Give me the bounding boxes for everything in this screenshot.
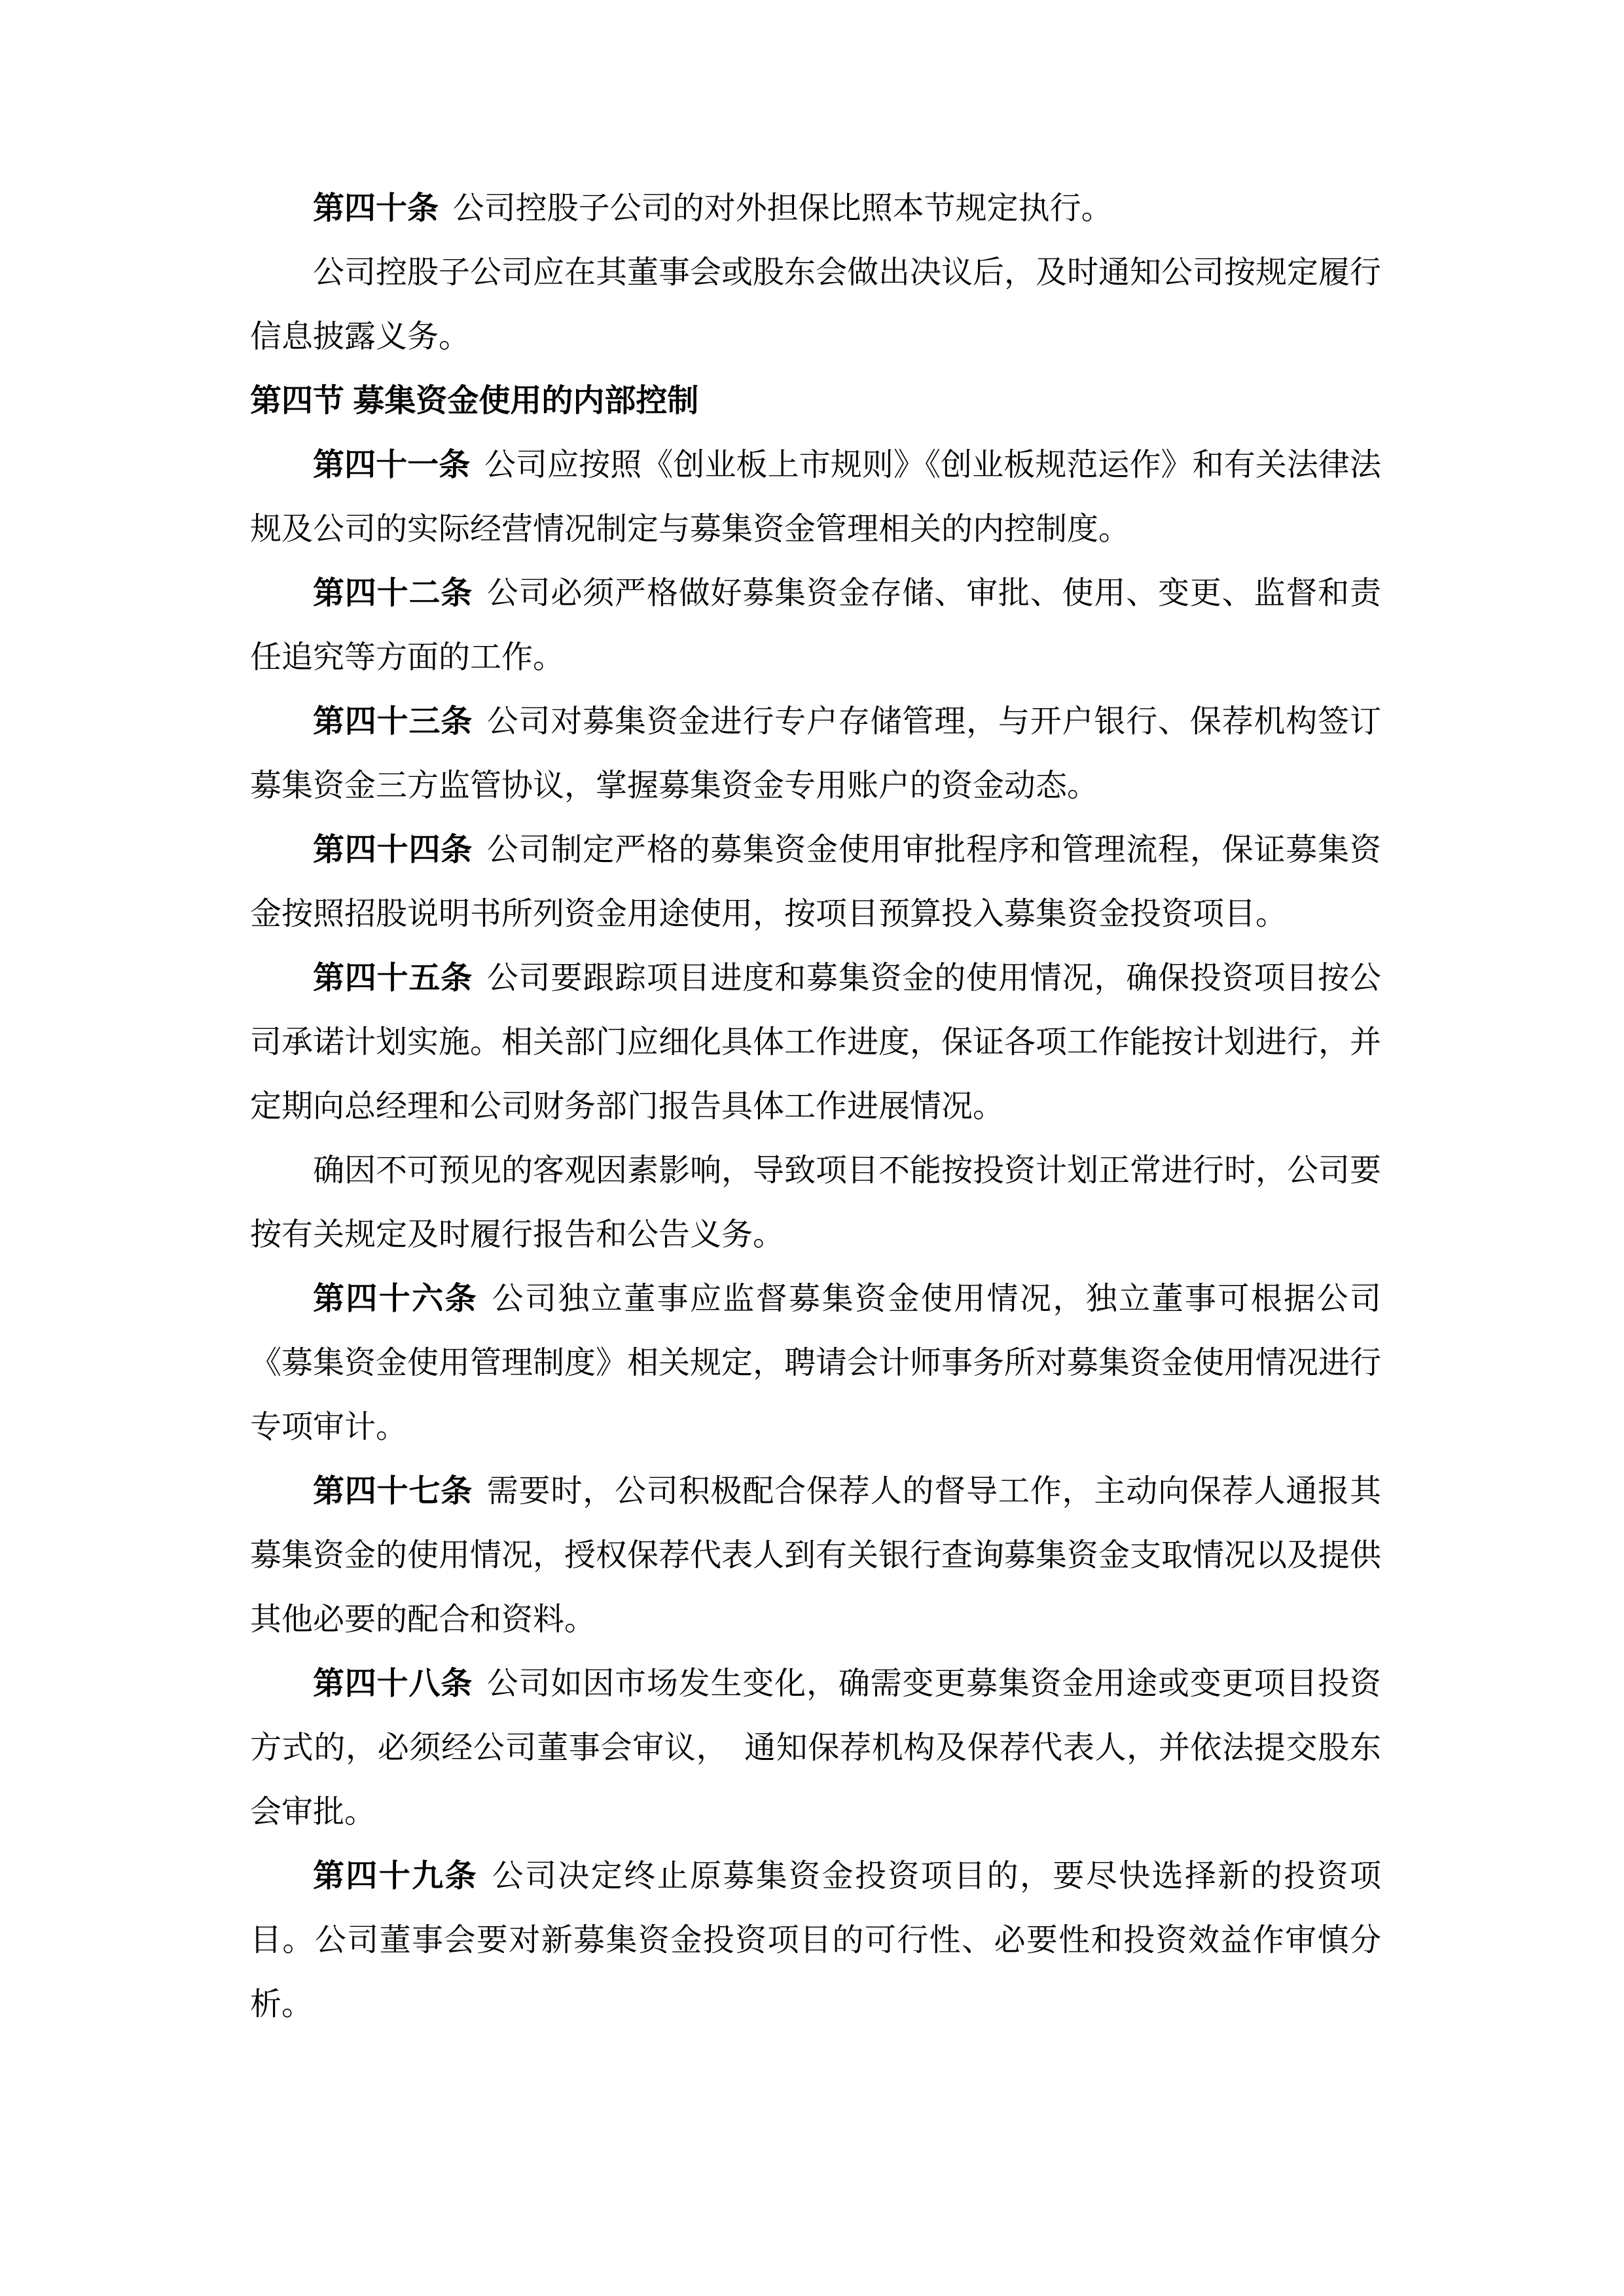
article-number-label: 第四十七条 bbox=[313, 1474, 473, 1509]
article-paragraph bbox=[250, 818, 1381, 946]
paragraph-text: 公司制定严格的募集资金使用审批程序和管理流程，保证募集资金按照招股说明书所列资金用途使用，按项目预算投入募集资金投资项目。 bbox=[250, 833, 1381, 931]
paragraph-text: 公司要跟踪项目进度和募集资金的使用情况，确保投资项目按公司承诺计划实施。相关部门应细化具体工作进度，保证各项工作能按计划进行，并定期向总经理和公司财务部门报告具体工作进展情况。 bbox=[250, 961, 1382, 1124]
article-number-label: 第四十八条 bbox=[313, 1666, 473, 1701]
article-paragraph bbox=[250, 1267, 1381, 1460]
paragraph-text: 确因不可预见的客观因素影响，导致项目不能按投资计划正常进行时，公司要按有关规定及时履行报告和公告义务。 bbox=[250, 1153, 1382, 1252]
article-number-label: 第四十二条 bbox=[313, 576, 473, 611]
article-paragraph bbox=[250, 690, 1381, 818]
article-paragraph bbox=[250, 433, 1381, 562]
section-heading-text: 第四节 募集资金使用的内部控制 bbox=[250, 384, 699, 418]
article-number-label: 第四十九条 bbox=[313, 1859, 478, 1893]
article-number-label: 第四十条 bbox=[313, 191, 439, 226]
article-number-label: 第四十四条 bbox=[313, 833, 473, 867]
article-number-label: 第四十一条 bbox=[313, 448, 471, 482]
paragraph-text: 公司独立董事应监督募集资金使用情况，独立董事可根据公司《募集资金使用管理制度》相关规定，聘请会计师事务所对募集资金使用情况进行专项审计。 bbox=[250, 1282, 1382, 1444]
paragraph-text: 需要时，公司积极配合保荐人的督导工作，主动向保荐人通报其募集资金的使用情况，授权保荐代表人到有关银行查询募集资金支取情况以及提供其他必要的配合和资料。 bbox=[250, 1474, 1382, 1637]
article-paragraph bbox=[250, 1652, 1381, 1844]
article-paragraph bbox=[250, 562, 1381, 690]
article-paragraph bbox=[250, 946, 1381, 1139]
article-paragraph bbox=[250, 1460, 1381, 1652]
paragraph-text: 公司决定终止原募集资金投资项目的，要尽快选择新的投资项目。公司董事会要对新募集资金投资项目的可行性、必要性和投资效益作审慎分析。 bbox=[250, 1859, 1381, 2022]
article-number-label: 第四十六条 bbox=[313, 1282, 478, 1316]
body-paragraph bbox=[250, 241, 1381, 369]
article-paragraph bbox=[250, 1844, 1381, 2037]
paragraph-text: 公司必须严格做好募集资金存储、审批、使用、变更、监督和责任追究等方面的工作。 bbox=[250, 576, 1381, 675]
paragraph-text: 公司如因市场发生变化，确需变更募集资金用途或变更项目投资方式的，必须经公司董事会审议， 通知保荐机构及保荐代表人，并依法提交股东会审批。 bbox=[250, 1666, 1381, 1829]
paragraph-text: 公司控股子公司的对外担保比照本节规定执行。 bbox=[452, 191, 1113, 226]
article-number-label: 第四十五条 bbox=[313, 961, 473, 996]
paragraph-text: 公司对募集资金进行专户存储管理，与开户银行、保荐机构签订募集资金三方监管协议，掌握募集资金专用账户的资金动态。 bbox=[250, 704, 1381, 803]
article-paragraph bbox=[250, 177, 1381, 241]
article-number-label: 第四十三条 bbox=[313, 704, 473, 739]
body-paragraph bbox=[250, 1139, 1381, 1267]
paragraph-text: 公司应按照《创业板上市规则》《创业板规范运作》和有关法律法规及公司的实际经营情况制定与募集资金管理相关的内控制度。 bbox=[250, 448, 1381, 547]
paragraph-text: 公司控股子公司应在其董事会或股东会做出决议后，及时通知公司按规定履行信息披露义务。 bbox=[250, 255, 1382, 354]
section-heading bbox=[250, 369, 1381, 433]
document-body bbox=[250, 177, 1381, 2037]
